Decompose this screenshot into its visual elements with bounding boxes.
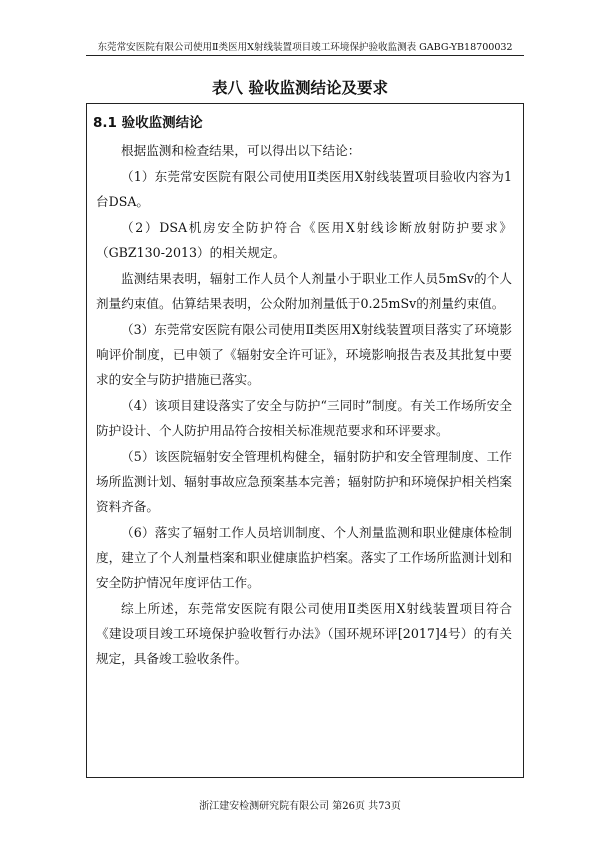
paragraph-intro: 根据监测和检查结果，可以得出以下结论： [121, 143, 361, 158]
section-body [96, 138, 512, 672]
section-heading: 8.1 验收监测结论 [93, 115, 203, 131]
page-header: 东莞常安医院有限公司使用Ⅱ类医用X射线装置项目竣工环境保护验收监测表 GABG-YB18700032 [97, 42, 513, 53]
paragraph-item-3: （3）东莞常安医院有限公司使用Ⅱ类医用X射线装置项目落实了环境影响评价制度，已申领了《辐射安全许可证》，环境影响报告表及其批复中要求的安全与防护措施已落实。 [96, 322, 512, 387]
paragraph-item-6: （6）落实了辐射工作人员培训制度、个人剂量监测和职业健康体检制度，建立了个人剂量档案和职业健康监护档案。落实了工作场所监测计划和安全防护情况年度评估工作。 [96, 525, 512, 590]
paragraph-item-5: （5）该医院辐射安全管理机构健全，辐射防护和安全管理制度、工作场所监测计划、辐射事故应急预案基本完善；辐射防护和环境保护相关档案资料齐备。 [96, 449, 512, 514]
paragraph-conclusion: 综上所述，东莞常安医院有限公司使用Ⅱ类医用X射线装置项目符合《建设项目竣工环境保护验收暂行办法》（国环规环评[2017]4号）的有关规定，具备竣工验收条件。 [96, 601, 512, 666]
header-divider [86, 55, 524, 56]
table-title: 表八 验收监测结论及要求 [212, 79, 388, 97]
paragraph-item-1: （1）东莞常安医院有限公司使用Ⅱ类医用X射线装置项目验收内容为1台DSA。 [96, 169, 512, 209]
paragraph-monitoring-result: 监测结果表明，辐射工作人员个人剂量小于职业工作人员5mSv的个人剂量约束值。估算结果表明，公众附加剂量低于0.25mSv的剂量约束值。 [96, 271, 512, 311]
paragraph-item-2: （2）DSA机房安全防护符合《医用X射线诊断放射防护要求》（GBZ130-2013）的相关规定。 [96, 220, 512, 260]
page-footer: 浙江建安检测研究院有限公司 第26页 共73页 [199, 801, 401, 812]
paragraph-item-4: （4）该项目建设落实了安全与防护“三同时”制度。有关工作场所安全防护设计、个人防护用品符合按相关标准规范要求和环评要求。 [96, 398, 512, 438]
